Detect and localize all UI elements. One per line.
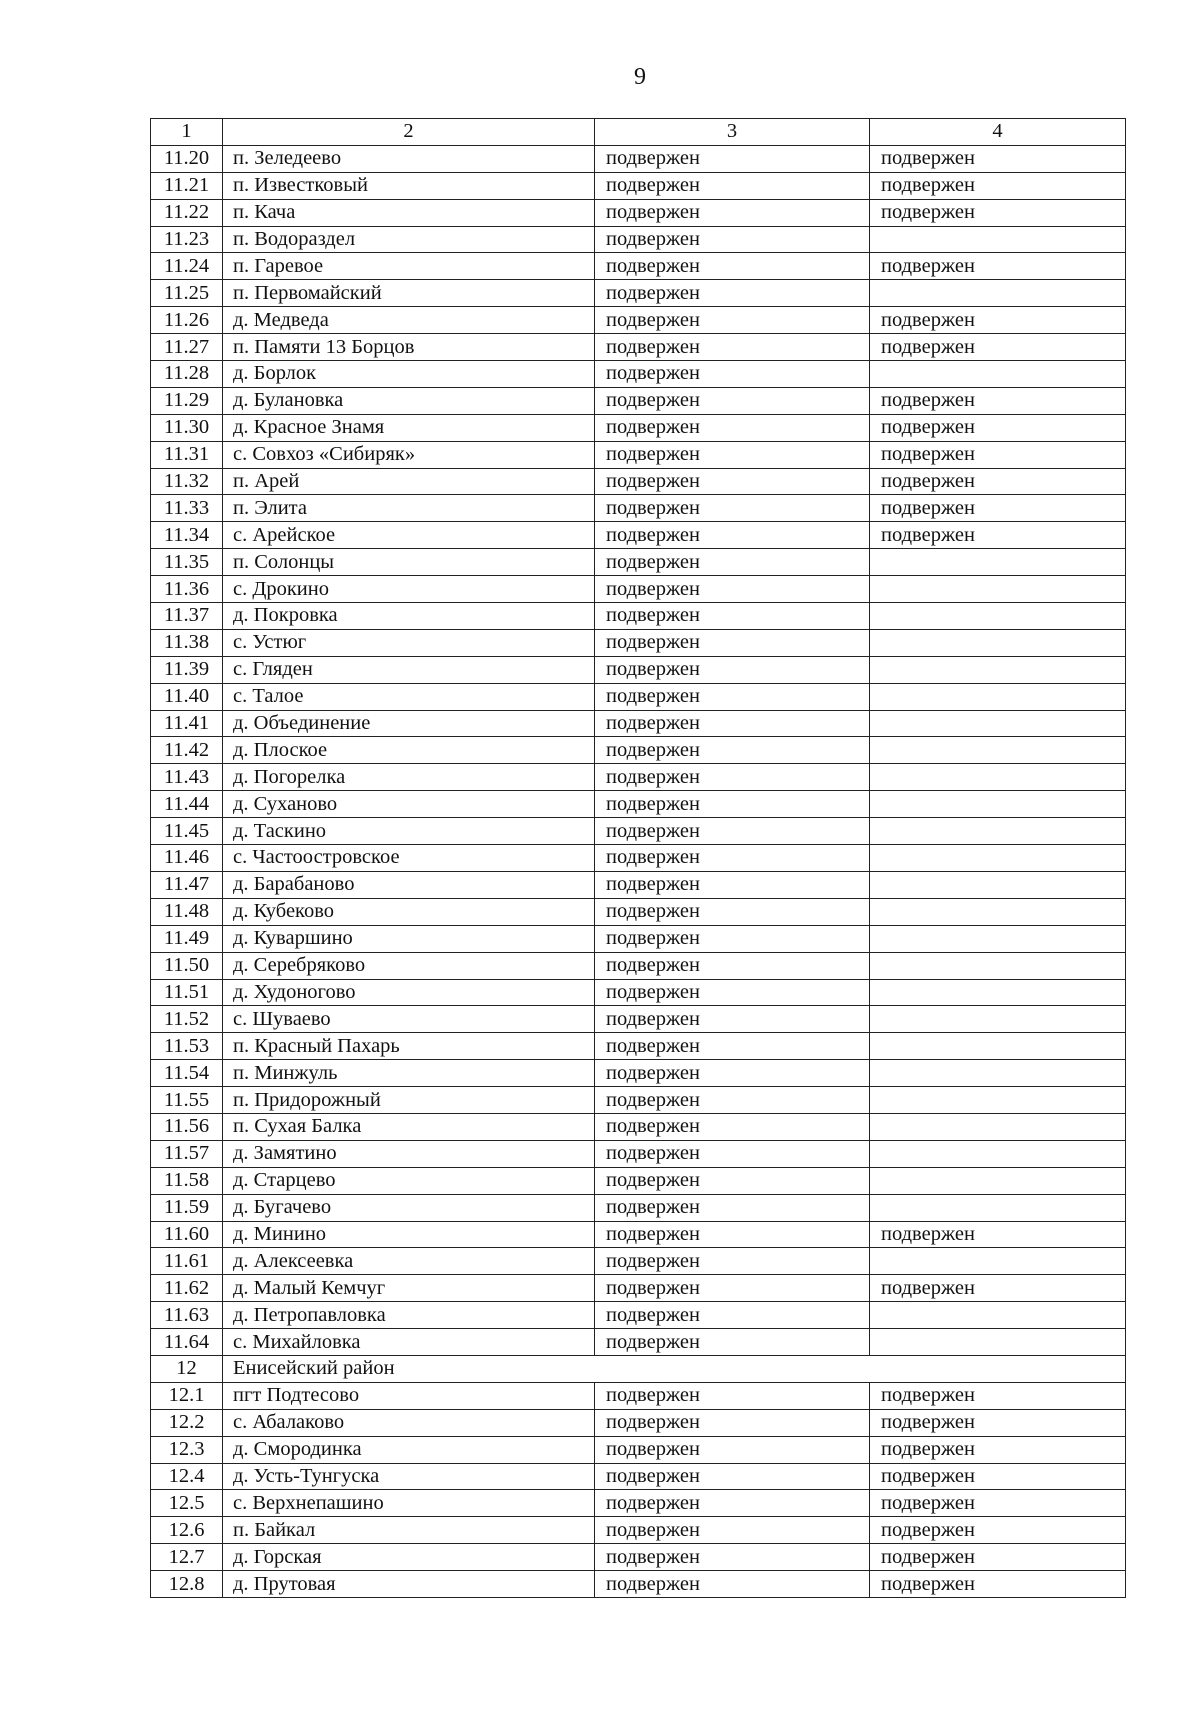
settlement-name: с. Талое [223, 683, 595, 710]
col3-value: подвержен [595, 764, 870, 791]
col4-value [870, 226, 1126, 253]
settlement-name: с. Дрокино [223, 576, 595, 603]
row-number: 11.20 [151, 145, 223, 172]
row-number: 11.64 [151, 1329, 223, 1356]
col4-value [870, 818, 1126, 845]
row-number: 11.40 [151, 683, 223, 710]
row-number: 11.29 [151, 387, 223, 414]
settlement-name: д. Борлок [223, 361, 595, 388]
col4-value: подвержен [870, 145, 1126, 172]
section-row [151, 1355, 1126, 1382]
table-row [151, 441, 1126, 468]
col4-value [870, 898, 1126, 925]
row-number: 11.56 [151, 1113, 223, 1140]
col4-value [870, 791, 1126, 818]
table-row [151, 1194, 1126, 1221]
col4-value [870, 1033, 1126, 1060]
table-row [151, 683, 1126, 710]
col4-value: подвержен [870, 441, 1126, 468]
table-row [151, 172, 1126, 199]
settlement-name: д. Малый Кемчуг [223, 1275, 595, 1302]
col4-value: подвержен [870, 253, 1126, 280]
col3-value: подвержен [595, 1248, 870, 1275]
table-row [151, 199, 1126, 226]
row-number: 12.4 [151, 1463, 223, 1490]
col3-value: подвержен [595, 925, 870, 952]
col3-value: подвержен [595, 199, 870, 226]
col3-value: подвержен [595, 172, 870, 199]
col4-value [870, 549, 1126, 576]
col4-value [870, 952, 1126, 979]
col3-value: подвержен [595, 791, 870, 818]
col4-value: подвержен [870, 172, 1126, 199]
settlement-name: п. Минжуль [223, 1060, 595, 1087]
table-row [151, 1436, 1126, 1463]
col3-value: подвержен [595, 1302, 870, 1329]
col4-value: подвержен [870, 1436, 1126, 1463]
col3-value: подвержен [595, 253, 870, 280]
row-number: 11.23 [151, 226, 223, 253]
col4-value: подвержен [870, 1221, 1126, 1248]
table-row [151, 1033, 1126, 1060]
row-number: 11.25 [151, 280, 223, 307]
col4-value [870, 1087, 1126, 1114]
settlement-name: д. Прутовая [223, 1571, 595, 1598]
col3-value: подвержен [595, 1517, 870, 1544]
row-number: 11.38 [151, 629, 223, 656]
settlement-name: д. Куваршино [223, 925, 595, 952]
row-number: 12.2 [151, 1409, 223, 1436]
settlement-name: с. Арейское [223, 522, 595, 549]
settlement-name: д. Барабаново [223, 871, 595, 898]
col4-value: подвержен [870, 468, 1126, 495]
col3-value: подвержен [595, 145, 870, 172]
settlement-name: с. Гляден [223, 656, 595, 683]
col3-value: подвержен [595, 818, 870, 845]
settlement-name: п. Байкал [223, 1517, 595, 1544]
col4-value: подвержен [870, 1409, 1126, 1436]
col3-value: подвержен [595, 495, 870, 522]
row-number: 11.37 [151, 603, 223, 630]
row-number: 11.61 [151, 1248, 223, 1275]
row-number: 11.44 [151, 791, 223, 818]
settlement-name: д. Булановка [223, 387, 595, 414]
row-number: 11.52 [151, 1006, 223, 1033]
header-col-2: 2 [223, 119, 595, 146]
col3-value: подвержен [595, 468, 870, 495]
settlement-name: д. Погорелка [223, 764, 595, 791]
table-row [151, 549, 1126, 576]
table-row [151, 334, 1126, 361]
settlement-name: п. Солонцы [223, 549, 595, 576]
row-number: 11.27 [151, 334, 223, 361]
settlement-name: д. Замятино [223, 1140, 595, 1167]
col3-value: подвержен [595, 1140, 870, 1167]
section-title: Енисейский район [223, 1355, 1126, 1382]
col4-value: подвержен [870, 334, 1126, 361]
col3-value: подвержен [595, 1463, 870, 1490]
settlement-name: д. Смородинка [223, 1436, 595, 1463]
col3-value: подвержен [595, 1329, 870, 1356]
col3-value: подвержен [595, 1033, 870, 1060]
col4-value [870, 1060, 1126, 1087]
settlement-name: д. Покровка [223, 603, 595, 630]
row-number: 12.8 [151, 1571, 223, 1598]
row-number: 12.7 [151, 1544, 223, 1571]
col3-value: подвержен [595, 1436, 870, 1463]
table-row [151, 1140, 1126, 1167]
col3-value: подвержен [595, 414, 870, 441]
col3-value: подвержен [595, 1087, 870, 1114]
col4-value [870, 1302, 1126, 1329]
header-col-4: 4 [870, 119, 1126, 146]
table-row [151, 1275, 1126, 1302]
col3-value: подвержен [595, 656, 870, 683]
settlement-name: д. Плоское [223, 737, 595, 764]
row-number: 11.34 [151, 522, 223, 549]
table-row [151, 1490, 1126, 1517]
settlement-name: д. Объединение [223, 710, 595, 737]
table-row [151, 737, 1126, 764]
table-row [151, 387, 1126, 414]
table-row [151, 1113, 1126, 1140]
col4-value: подвержен [870, 199, 1126, 226]
settlement-name: д. Худоногово [223, 979, 595, 1006]
col4-value [870, 280, 1126, 307]
table-row [151, 253, 1126, 280]
col4-value: подвержен [870, 522, 1126, 549]
col4-value [870, 979, 1126, 1006]
col4-value: подвержен [870, 387, 1126, 414]
col4-value [870, 361, 1126, 388]
col4-value [870, 764, 1126, 791]
col3-value: подвержен [595, 871, 870, 898]
row-number: 12.6 [151, 1517, 223, 1544]
col4-value [870, 656, 1126, 683]
col3-value: подвержен [595, 334, 870, 361]
settlement-name: пгт Подтесово [223, 1382, 595, 1409]
row-number: 11.24 [151, 253, 223, 280]
row-number: 11.39 [151, 656, 223, 683]
header-col-3: 3 [595, 119, 870, 146]
row-number: 11.22 [151, 199, 223, 226]
col4-value [870, 603, 1126, 630]
col3-value: подвержен [595, 952, 870, 979]
table-row [151, 1517, 1126, 1544]
col4-value: подвержен [870, 1517, 1126, 1544]
col4-value: подвержен [870, 414, 1126, 441]
settlement-name: с. Абалаково [223, 1409, 595, 1436]
header-row [151, 119, 1126, 146]
col3-value: подвержен [595, 522, 870, 549]
row-number: 11.62 [151, 1275, 223, 1302]
row-number: 11.46 [151, 845, 223, 872]
col4-value [870, 1113, 1126, 1140]
row-number: 11.43 [151, 764, 223, 791]
col4-value [870, 1167, 1126, 1194]
settlement-name: п. Зеледеево [223, 145, 595, 172]
col4-value: подвержен [870, 1463, 1126, 1490]
col3-value: подвержен [595, 387, 870, 414]
col4-value: подвержен [870, 1275, 1126, 1302]
settlement-name: п. Сухая Балка [223, 1113, 595, 1140]
col3-value: подвержен [595, 1194, 870, 1221]
table-row [151, 1409, 1126, 1436]
col4-value [870, 1194, 1126, 1221]
row-number: 11.63 [151, 1302, 223, 1329]
col3-value: подвержен [595, 549, 870, 576]
table-row [151, 1087, 1126, 1114]
col3-value: подвержен [595, 683, 870, 710]
settlement-name: п. Гаревое [223, 253, 595, 280]
table-body [151, 145, 1126, 1597]
col3-value: подвержен [595, 307, 870, 334]
row-number: 11.53 [151, 1033, 223, 1060]
col4-value [870, 925, 1126, 952]
settlement-name: п. Памяти 13 Борцов [223, 334, 595, 361]
table-row [151, 764, 1126, 791]
table-row [151, 1302, 1126, 1329]
col3-value: подвержен [595, 1275, 870, 1302]
col3-value: подвержен [595, 1167, 870, 1194]
table-row [151, 845, 1126, 872]
col3-value: подвержен [595, 226, 870, 253]
col3-value: подвержен [595, 737, 870, 764]
settlement-name: с. Шуваево [223, 1006, 595, 1033]
table-row [151, 361, 1126, 388]
table-row [151, 1382, 1126, 1409]
settlement-name: п. Арей [223, 468, 595, 495]
col4-value [870, 710, 1126, 737]
col4-value [870, 1006, 1126, 1033]
col4-value: подвержен [870, 307, 1126, 334]
col3-value: подвержен [595, 979, 870, 1006]
settlement-name: с. Верхнепашино [223, 1490, 595, 1517]
table-row [151, 576, 1126, 603]
table-row [151, 414, 1126, 441]
settlement-name: д. Красное Знамя [223, 414, 595, 441]
settlement-name: п. Придорожный [223, 1087, 595, 1114]
col3-value: подвержен [595, 1409, 870, 1436]
settlement-name: п. Красный Пахарь [223, 1033, 595, 1060]
col3-value: подвержен [595, 603, 870, 630]
settlement-name: п. Известковый [223, 172, 595, 199]
row-number: 11.47 [151, 871, 223, 898]
row-number: 11.58 [151, 1167, 223, 1194]
row-number: 11.36 [151, 576, 223, 603]
settlement-name: д. Бугачево [223, 1194, 595, 1221]
table-row [151, 1060, 1126, 1087]
settlement-name: д. Старцево [223, 1167, 595, 1194]
row-number: 12 [151, 1355, 223, 1382]
col4-value [870, 1248, 1126, 1275]
col3-value: подвержен [595, 1113, 870, 1140]
settlement-name: с. Михайловка [223, 1329, 595, 1356]
table-row [151, 952, 1126, 979]
settlement-name: д. Алексеевка [223, 1248, 595, 1275]
col4-value [870, 871, 1126, 898]
settlement-name: д. Суханово [223, 791, 595, 818]
table-row [151, 629, 1126, 656]
col4-value [870, 1140, 1126, 1167]
col3-value: подвержен [595, 361, 870, 388]
table-row [151, 1571, 1126, 1598]
row-number: 11.50 [151, 952, 223, 979]
col3-value: подвержен [595, 898, 870, 925]
table-row [151, 898, 1126, 925]
col4-value: подвержен [870, 1382, 1126, 1409]
header-col-1: 1 [151, 119, 223, 146]
settlement-name: д. Серебряково [223, 952, 595, 979]
table-row [151, 307, 1126, 334]
table-row [151, 1221, 1126, 1248]
settlement-name: д. Минино [223, 1221, 595, 1248]
settlement-name: д. Таскино [223, 818, 595, 845]
row-number: 11.48 [151, 898, 223, 925]
col4-value: подвержен [870, 1490, 1126, 1517]
table-row [151, 468, 1126, 495]
settlement-name: с. Совхоз «Сибиряк» [223, 441, 595, 468]
row-number: 11.31 [151, 441, 223, 468]
table-row [151, 1329, 1126, 1356]
row-number: 12.3 [151, 1436, 223, 1463]
col3-value: подвержен [595, 280, 870, 307]
row-number: 11.28 [151, 361, 223, 388]
col4-value [870, 845, 1126, 872]
col4-value [870, 683, 1126, 710]
row-number: 12.5 [151, 1490, 223, 1517]
table-row [151, 226, 1126, 253]
row-number: 11.49 [151, 925, 223, 952]
table-row [151, 145, 1126, 172]
settlement-name: д. Кубеково [223, 898, 595, 925]
settlements-table [150, 118, 1126, 1598]
col4-value [870, 1329, 1126, 1356]
row-number: 11.60 [151, 1221, 223, 1248]
table-row [151, 280, 1126, 307]
table-row [151, 603, 1126, 630]
col3-value: подвержен [595, 845, 870, 872]
row-number: 11.41 [151, 710, 223, 737]
table-row [151, 979, 1126, 1006]
settlement-name: п. Водораздел [223, 226, 595, 253]
settlement-name: п. Элита [223, 495, 595, 522]
table-row [151, 495, 1126, 522]
row-number: 11.30 [151, 414, 223, 441]
settlement-name: п. Кача [223, 199, 595, 226]
row-number: 11.55 [151, 1087, 223, 1114]
row-number: 11.51 [151, 979, 223, 1006]
col3-value: подвержен [595, 576, 870, 603]
table-row [151, 522, 1126, 549]
col3-value: подвержен [595, 441, 870, 468]
table-row [151, 925, 1126, 952]
col3-value: подвержен [595, 1382, 870, 1409]
col3-value: подвержен [595, 629, 870, 656]
col4-value: подвержен [870, 495, 1126, 522]
table-row [151, 871, 1126, 898]
row-number: 11.57 [151, 1140, 223, 1167]
row-number: 11.26 [151, 307, 223, 334]
settlement-name: с. Частоостровское [223, 845, 595, 872]
table-row [151, 656, 1126, 683]
row-number: 11.21 [151, 172, 223, 199]
row-number: 11.54 [151, 1060, 223, 1087]
row-number: 11.59 [151, 1194, 223, 1221]
table-header [151, 119, 1126, 146]
table-row [151, 1167, 1126, 1194]
col4-value [870, 576, 1126, 603]
table-row [151, 1248, 1126, 1275]
row-number: 11.42 [151, 737, 223, 764]
col3-value: подвержен [595, 1060, 870, 1087]
page-number: 9 [634, 64, 646, 90]
settlement-name: д. Медведа [223, 307, 595, 334]
table-row [151, 1006, 1126, 1033]
col3-value: подвержен [595, 1544, 870, 1571]
col3-value: подвержен [595, 1490, 870, 1517]
settlement-name: д. Петропавловка [223, 1302, 595, 1329]
settlement-name: с. Устюг [223, 629, 595, 656]
col3-value: подвержен [595, 1571, 870, 1598]
settlement-name: п. Первомайский [223, 280, 595, 307]
row-number: 11.35 [151, 549, 223, 576]
table-row [151, 791, 1126, 818]
col4-value: подвержен [870, 1571, 1126, 1598]
table-row [151, 1544, 1126, 1571]
row-number: 12.1 [151, 1382, 223, 1409]
col4-value [870, 629, 1126, 656]
settlement-name: д. Усть-Тунгуска [223, 1463, 595, 1490]
table-row [151, 1463, 1126, 1490]
col4-value: подвержен [870, 1544, 1126, 1571]
col3-value: подвержен [595, 1221, 870, 1248]
col4-value [870, 737, 1126, 764]
row-number: 11.32 [151, 468, 223, 495]
row-number: 11.45 [151, 818, 223, 845]
row-number: 11.33 [151, 495, 223, 522]
settlement-name: д. Горская [223, 1544, 595, 1571]
col3-value: подвержен [595, 1006, 870, 1033]
table-row [151, 710, 1126, 737]
col3-value: подвержен [595, 710, 870, 737]
table-row [151, 818, 1126, 845]
